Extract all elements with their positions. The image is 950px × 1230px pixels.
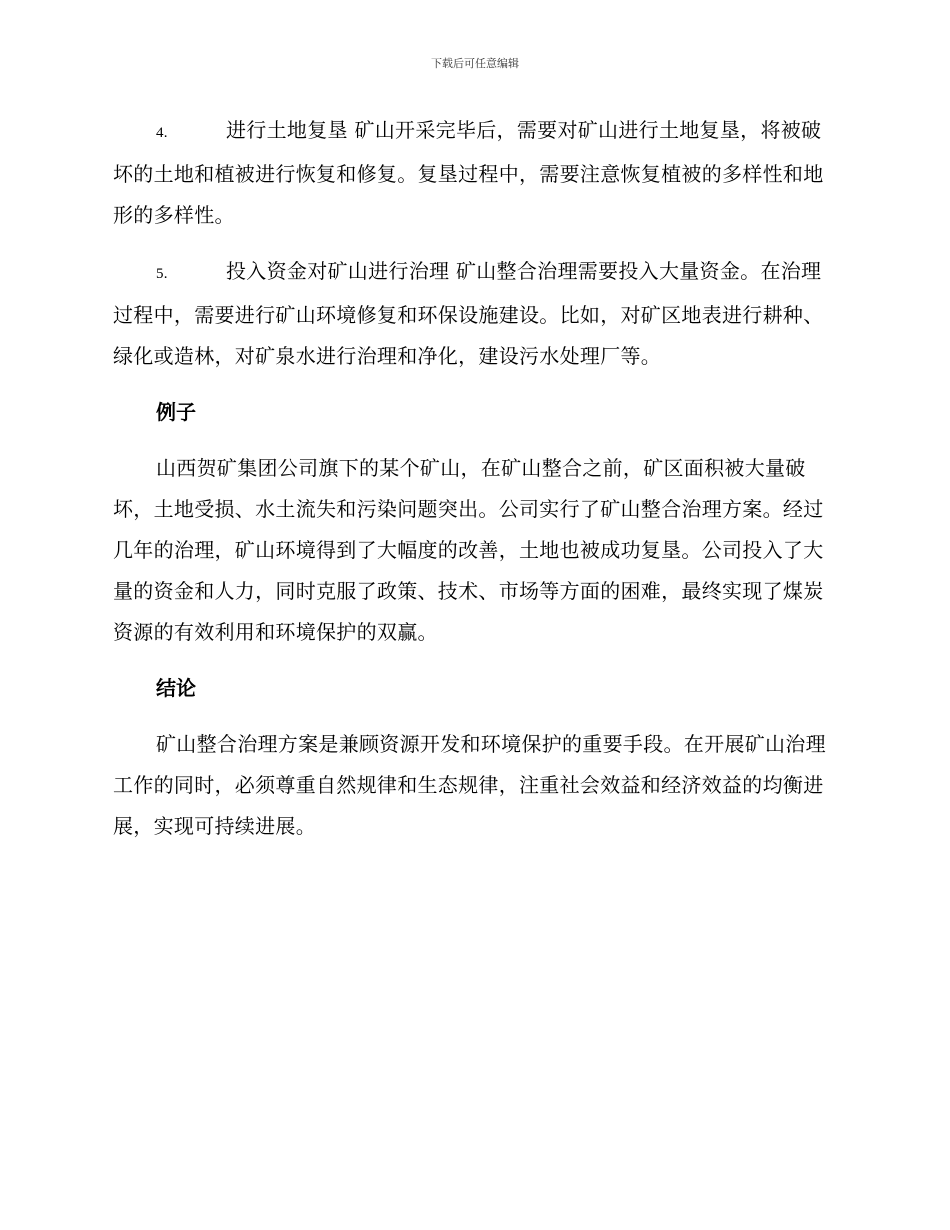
section-heading-example: 例子 <box>156 400 196 424</box>
list-item-text: 进行土地复垦 矿山开采完毕后，需要对矿山进行土地复垦，将被破坏的土地和植被进行恢复和修复。复垦过程中，需要注意恢复植被的多样性和地形的多样性。 <box>113 118 824 227</box>
example-paragraph: 山西贺矿集团公司旗下的某个矿山，在矿山整合之前，矿区面积被大量破坏，土地受损、水土流失和污染问题突出。公司实行了矿山整合治理方案。经过几年的治理，矿山环境得到了大幅度的改善，土地也被成功复垦。公司投入了大量的资金和人力，同时克服了政策、技术、市场等方面的困难，最终实现了煤炭资源的有效利用和环境保护的双赢。 <box>113 456 824 644</box>
section-heading-conclusion: 结论 <box>156 676 196 700</box>
list-item-5 <box>113 251 839 377</box>
list-number: 4. <box>156 125 168 141</box>
list-item-4 <box>113 110 839 236</box>
list-number: 5. <box>156 266 168 282</box>
list-item-text: 投入资金对矿山进行治理 矿山整合治理需要投入大量资金。在治理过程中，需要进行矿山环境修复和环保设施建设。比如，对矿区地表进行耕种、绿化或造林，对矿泉水进行治理和净化，建设污水处理厂等。 <box>113 259 824 368</box>
conclusion-paragraph: 矿山整合治理方案是兼顾资源开发和环境保护的重要手段。在开展矿山治理工作的同时，必须尊重自然规律和生态规律，注重社会效益和经济效益的均衡进展，实现可持续进展。 <box>113 732 826 838</box>
document-body <box>113 110 839 862</box>
header-note: 下载后可任意编辑 <box>431 57 519 70</box>
